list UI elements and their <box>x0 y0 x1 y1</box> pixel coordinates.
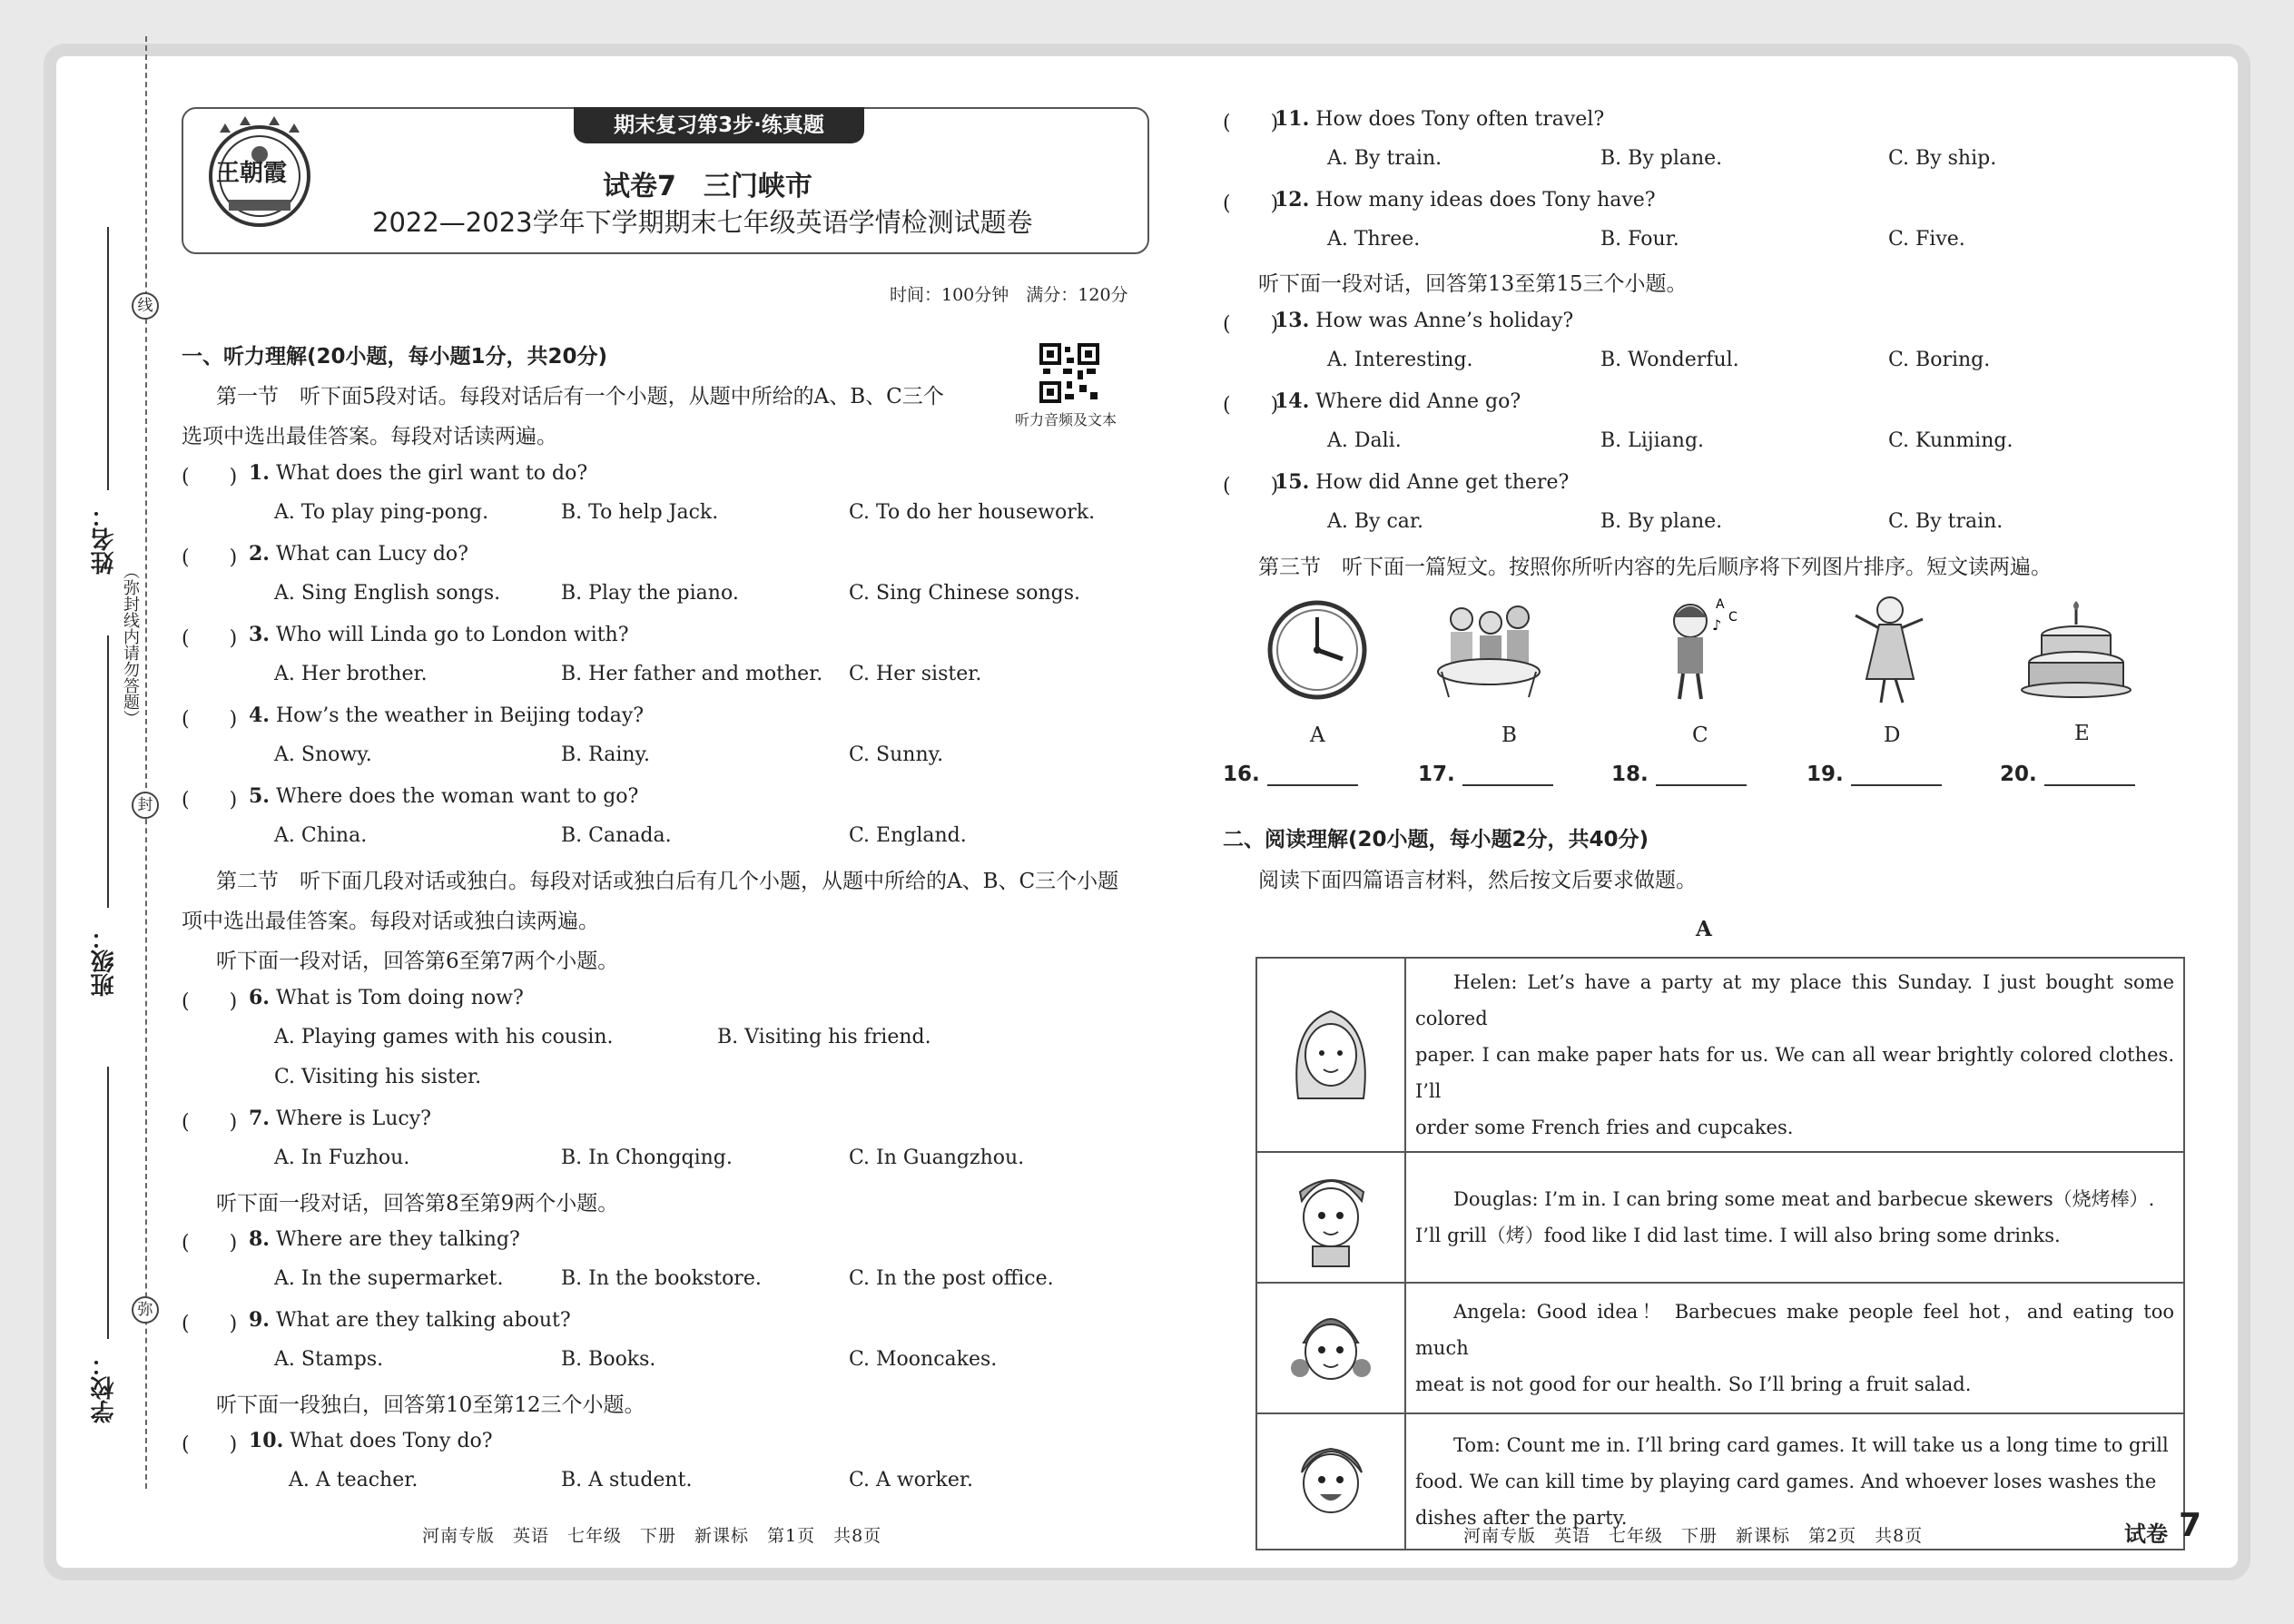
option-b[interactable]: B. Four. <box>1600 228 1679 251</box>
option-a[interactable]: A. By train. <box>1327 147 1442 170</box>
douglas-line-2: I’ll grill（烤）food like I did last time. I will also bring some drinks. <box>1415 1225 2061 1246</box>
binding-secret-char: 弥 <box>132 1296 159 1324</box>
answer-slot-17: 17. <box>1418 763 1553 786</box>
table-row <box>1256 958 2184 1152</box>
svg-text:A: A <box>1716 597 1725 612</box>
answer-bracket[interactable]: ( ) <box>182 546 238 569</box>
answer-bracket[interactable]: ( ) <box>1223 112 1279 134</box>
binding-line-char: 线 <box>132 292 159 320</box>
picture-label-b: B <box>1501 723 1517 747</box>
option-c[interactable]: C. In the post office. <box>849 1267 1054 1290</box>
answer-bracket[interactable]: ( ) <box>182 1433 238 1456</box>
passage-label: A <box>1696 917 1712 941</box>
answer-blank[interactable] <box>1851 784 1942 786</box>
tom-line-2: food. We can kill time by playing card games. And whoever loses washes the <box>1415 1471 2157 1492</box>
option-c[interactable]: C. Sing Chinese songs. <box>849 582 1080 605</box>
table-row <box>1256 1283 2184 1413</box>
binding-note: （弥封线内请勿答题） <box>121 563 140 726</box>
answer-slot-18: 18. <box>1611 763 1747 786</box>
option-a[interactable]: A. Dali. <box>1327 429 1402 452</box>
question-15: 15. How did Anne get there? <box>1275 470 1570 494</box>
answer-blank[interactable] <box>1462 784 1553 786</box>
section2-intro-a: 第二节 听下面几段对话或独白。每段对话或独白后有几个小题，从题中所给的A、B、C三个小题 <box>216 870 1119 893</box>
picture-label-d: D <box>1884 723 1901 747</box>
answer-bracket[interactable]: ( ) <box>1223 192 1279 215</box>
question-2: 2. What can Lucy do? <box>249 542 468 566</box>
option-b[interactable]: B. Her father and mother. <box>561 663 823 685</box>
sub-instruction-13-15: 听下面一段对话，回答第13至第15三个小题。 <box>1258 272 1688 296</box>
option-b[interactable]: B. Rainy. <box>561 743 651 766</box>
time-info: 时间：100分钟 满分：120分 <box>890 285 1128 305</box>
answer-bracket[interactable]: ( ) <box>1223 313 1279 336</box>
binding-seal-char: 封 <box>132 792 159 819</box>
question-12: 12. How many ideas does Tony have? <box>1275 188 1656 212</box>
question-5: 5. Where does the woman want to go? <box>249 784 639 808</box>
section1-intro-b: 选项中选出最佳答案。每段对话读两遍。 <box>182 425 557 448</box>
question-9: 9. What are they talking about? <box>249 1308 571 1332</box>
answer-bracket[interactable]: ( ) <box>1223 394 1279 417</box>
answer-slot-16: 16. <box>1223 763 1358 786</box>
option-a[interactable]: A. Stamps. <box>274 1348 384 1371</box>
option-c[interactable]: C. Kunming. <box>1888 429 2013 452</box>
review-banner: 期末复习第3步·练真题 <box>574 107 864 143</box>
sub-instruction-6-7: 听下面一段对话，回答第6至第7两个小题。 <box>216 950 619 973</box>
option-a[interactable]: A. Three. <box>1327 228 1421 251</box>
option-b[interactable]: B. Lijiang. <box>1600 429 1705 452</box>
answer-bracket[interactable]: ( ) <box>182 708 238 731</box>
question-14: 14. Where did Anne go? <box>1275 389 1521 413</box>
helen-line-1: Helen: Let’s have a party at my place this Sunday. I just bought some colored <box>1415 971 2174 1029</box>
douglas-line-1: Douglas: I’m in. I can bring some meat and barbecue skewers（烧烤棒）. <box>1453 1188 2155 1210</box>
option-b[interactable]: B. Wonderful. <box>1600 349 1739 371</box>
tom-line-1: Tom: Count me in. I’ll bring card games. It will take us a long time to grill <box>1453 1434 2169 1456</box>
option-a[interactable]: A. By car. <box>1327 510 1423 533</box>
option-c[interactable]: C. Her sister. <box>849 663 982 685</box>
option-b[interactable]: B. Books. <box>561 1348 656 1371</box>
paper-badge-number: 7 <box>2179 1507 2202 1544</box>
clock-icon <box>1266 599 1368 701</box>
answer-bracket[interactable]: ( ) <box>1223 475 1279 497</box>
dancing-girl-icon <box>1843 592 1934 706</box>
answer-bracket[interactable]: ( ) <box>182 627 238 650</box>
question-7: 7. Where is Lucy? <box>249 1107 431 1130</box>
class-field-line[interactable] <box>107 635 109 908</box>
option-c[interactable]: C. By ship. <box>1888 147 1997 170</box>
option-c[interactable]: C. Mooncakes. <box>849 1348 998 1371</box>
option-c[interactable]: C. In Guangzhou. <box>849 1147 1025 1169</box>
reading-a-table <box>1255 957 2185 1550</box>
pigtail-girl-face-icon <box>1256 1283 1405 1413</box>
sub-instruction-10-12: 听下面一段独白，回答第10至第12三个小题。 <box>216 1393 645 1417</box>
option-c[interactable]: C. Visiting his sister. <box>274 1066 482 1088</box>
qr-code-icon[interactable] <box>1039 343 1099 403</box>
boy-face-icon <box>1256 1152 1405 1283</box>
helen-line-3: order some French fries and cupcakes. <box>1415 1117 1794 1138</box>
helen-line-2: paper. I can make paper hats for us. We can all wear brightly colored clothes. I’ll <box>1415 1044 2174 1102</box>
binding-dashed-line <box>145 36 147 1489</box>
svg-text:C: C <box>1728 610 1738 625</box>
option-c[interactable]: C. England. <box>849 824 967 847</box>
question-11: 11. How does Tony often travel? <box>1275 107 1605 131</box>
option-a[interactable]: A. Interesting. <box>1327 349 1473 371</box>
answer-bracket[interactable]: ( ) <box>182 466 238 488</box>
paper-title: 试卷7 三门峡市 <box>603 171 812 202</box>
answer-bracket[interactable]: ( ) <box>182 789 238 812</box>
class-label: 班级： <box>91 926 118 997</box>
option-a[interactable]: A. A teacher. <box>289 1469 418 1491</box>
option-a[interactable]: A. Playing games with his cousin. <box>274 1026 614 1048</box>
table-row <box>1256 1152 2184 1283</box>
option-a[interactable]: A. Her brother. <box>274 663 428 685</box>
name-field-line[interactable] <box>107 227 109 490</box>
option-c[interactable]: C. Five. <box>1888 228 1965 251</box>
tom-line-3: dishes after the party. <box>1415 1507 1628 1529</box>
part2-title: 二、阅读理解(20小题，每小题2分，共40分) <box>1223 828 1649 851</box>
school-field-line[interactable] <box>107 1067 109 1339</box>
option-c[interactable]: C. Boring. <box>1888 349 1991 371</box>
option-c[interactable]: C. A worker. <box>849 1469 973 1491</box>
option-a[interactable]: A. In Fuzhou. <box>274 1147 410 1169</box>
name-label: 姓名： <box>91 504 118 575</box>
option-a[interactable]: A. In the supermarket. <box>274 1267 504 1290</box>
option-c[interactable]: C. By train. <box>1888 510 2004 533</box>
section2-intro-b: 项中选出最佳答案。每段对话或独白读两遍。 <box>182 910 599 933</box>
option-a[interactable]: A. To play ping-pong. <box>274 501 489 524</box>
question-6: 6. What is Tom doing now? <box>249 986 524 1009</box>
answer-bracket[interactable]: ( ) <box>182 1313 238 1335</box>
question-1: 1. What does the girl want to do? <box>249 461 588 485</box>
option-b[interactable]: B. Play the piano. <box>561 582 739 605</box>
brand-logo-text: 王朝霞 <box>216 160 288 187</box>
answer-bracket[interactable]: ( ) <box>182 1232 238 1255</box>
family-dinner-icon <box>1434 595 1543 703</box>
option-a[interactable]: A. China. <box>274 824 368 847</box>
question-4: 4. How’s the weather in Beijing today? <box>249 704 645 727</box>
picture-label-a: A <box>1310 723 1325 747</box>
answer-bracket[interactable]: ( ) <box>182 990 238 1013</box>
school-label: 学校： <box>91 1353 118 1423</box>
angela-line-1: Angela: Good idea！ Barbecues make people feel hot，and eating too much <box>1415 1301 2174 1359</box>
option-b[interactable]: B. To help Jack. <box>561 501 719 524</box>
picture-label-c: C <box>1692 723 1708 747</box>
answer-bracket[interactable]: ( ) <box>182 1111 238 1134</box>
part2-intro: 阅读下面四篇语言材料，然后按文后要求做题。 <box>1258 869 1697 892</box>
exam-title: 2022—2023学年下学期期末七年级英语学情检测试题卷 <box>372 207 1033 238</box>
option-a[interactable]: A. Sing English songs. <box>274 582 501 605</box>
smiling-boy-face-icon <box>1256 1413 1405 1550</box>
option-b[interactable]: B. Canada. <box>561 824 672 847</box>
option-b[interactable]: B. In the bookstore. <box>561 1267 762 1290</box>
answer-blank[interactable] <box>1656 784 1747 786</box>
option-b[interactable]: B. In Chongqing. <box>561 1147 733 1169</box>
footer-left: 河南专版 英语 七年级 下册 新课标 第1页 共8页 <box>422 1526 882 1546</box>
option-a[interactable]: A. Snowy. <box>274 743 372 766</box>
section3-intro: 第三节 听下面一篇短文。按照你所听内容的先后顺序将下列图片排序。短文读两遍。 <box>1258 556 2052 579</box>
question-8: 8. Where are they talking? <box>249 1227 520 1251</box>
option-b[interactable]: B. Visiting his friend. <box>717 1026 931 1048</box>
question-3: 3. Who will Linda go to London with? <box>249 623 629 646</box>
option-b[interactable]: B. A student. <box>561 1469 693 1491</box>
paper-badge-label: 试卷 <box>2124 1521 2168 1547</box>
answer-slot-20: 20. <box>2000 763 2135 786</box>
question-10: 10. What does Tony do? <box>249 1429 493 1452</box>
option-b[interactable]: B. By plane. <box>1600 147 1723 170</box>
option-c[interactable]: C. Sunny. <box>849 743 944 766</box>
part1-title: 一、听力理解(20小题，每小题1分，共20分) <box>182 345 608 369</box>
birthday-cake-icon <box>2020 599 2132 699</box>
answer-blank[interactable] <box>2044 784 2135 786</box>
option-c[interactable]: C. To do her housework. <box>849 501 1096 524</box>
option-b[interactable]: B. By plane. <box>1600 510 1723 533</box>
footer-right: 河南专版 英语 七年级 下册 新课标 第2页 共8页 <box>1463 1526 1924 1546</box>
angela-line-2: meat is not good for our health. So I’ll bring a fruit salad. <box>1415 1373 1972 1395</box>
answer-slot-19: 19. <box>1807 763 1942 786</box>
sub-instruction-8-9: 听下面一段对话，回答第8至第9两个小题。 <box>216 1192 619 1216</box>
answer-blank[interactable] <box>1267 784 1358 786</box>
qr-caption: 听力音频及文本 <box>1015 411 1117 428</box>
singing-girl-icon <box>1652 590 1743 704</box>
section1-intro-a: 第一节 听下面5段对话。每段对话后有一个小题，从题中所给的A、B、C三个 <box>216 385 944 408</box>
svg-text:♪: ♪ <box>1712 616 1722 634</box>
picture-label-e: E <box>2074 722 2090 745</box>
girl-face-icon <box>1256 958 1405 1152</box>
question-13: 13. How was Anne’s holiday? <box>1275 309 1574 332</box>
